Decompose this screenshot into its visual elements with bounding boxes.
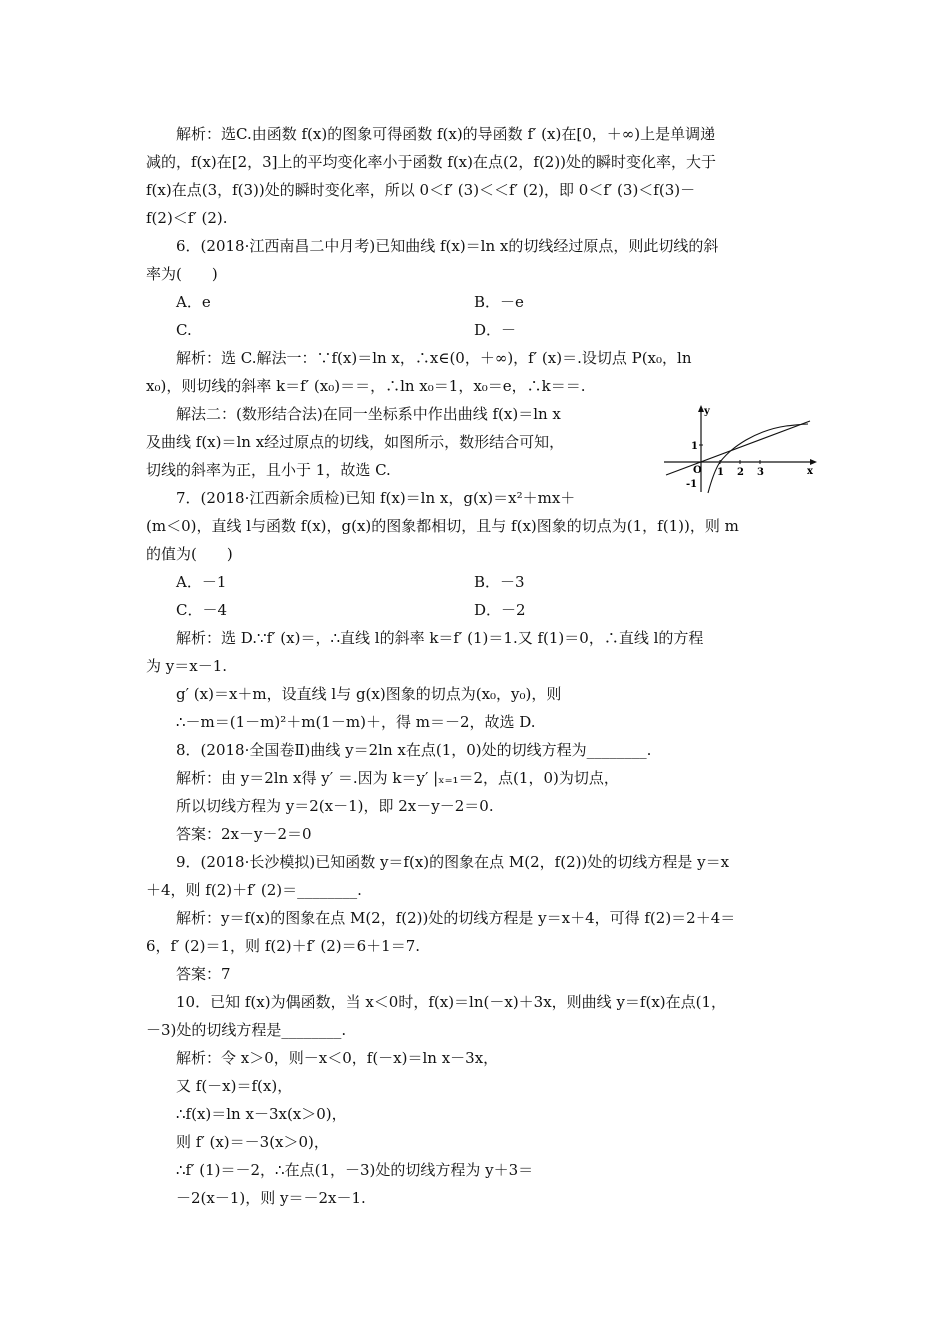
text-line: 答案：7 <box>176 965 231 983</box>
text-line: 9．(2018·长沙模拟)已知函数 y＝f(x)的图象在点 M(2，f(2))处的切线方程是 y＝x <box>176 853 730 871</box>
text-line: 切线的斜率为正，且小于 1，故选 C. <box>146 461 391 479</box>
text-line: A．e <box>176 293 211 311</box>
text-line: 解析：由 y＝2ln x得 y′ ＝.因为 k＝y′ |ₓ₌₁＝2，点(1，0)为切点， <box>176 769 619 787</box>
text-line: 解析：选 C.解法一：∵f(x)＝ln x，∴x∈(0，＋∞)，f′ (x)＝.设切点 P(x₀，ln <box>176 349 692 367</box>
text-line: 10．已知 f(x)为偶函数，当 x＜0时，f(x)＝ln(－x)＋3x，则曲线 y＝f(x)在点(1， <box>176 993 727 1011</box>
tangent-line-figure <box>660 404 818 494</box>
text-line: 解析：选 D.∵f′ (x)＝，∴直线 l的斜率 k＝f′ (1)＝1.又 f(1)＝0，∴直线 l的方程 <box>176 629 704 647</box>
text-line: x₀)，则切线的斜率 k＝f′ (x₀)＝＝，∴ln x₀＝1，x₀＝e，∴k＝＝. <box>146 377 586 395</box>
text-line: 所以切线方程为 y＝2(x－1)，即 2x－y－2＝0. <box>176 797 494 815</box>
text-line: 又 f(－x)＝f(x)， <box>176 1077 293 1095</box>
ln-x-curve <box>708 424 808 493</box>
text-line: 解析：选C.由函数 f(x)的图象可得函数 f(x)的导函数 f′ (x)在[0，＋∞)上是单调递 <box>176 125 716 143</box>
origin-label: O <box>693 465 702 476</box>
text-line: 答案：2x－y－2＝0 <box>176 825 312 843</box>
y-tick-1: 1 <box>691 441 698 452</box>
x-tick-1: 1 <box>717 467 724 478</box>
text-line: ∴f(x)＝ln x－3x(x＞0)， <box>176 1105 347 1123</box>
text-line: B．－e <box>474 293 524 311</box>
text-line: C．－4 <box>176 601 228 619</box>
text-line: ∴－m＝(1－m)²＋m(1－m)＋，得 m＝－2，故选 D. <box>176 713 536 731</box>
text-line: g′ (x)＝x＋m，设直线 l与 g(x)图象的切点为(x₀，y₀)，则 <box>176 685 562 703</box>
text-line: A．－1 <box>176 573 227 591</box>
text-line: D．－ <box>474 321 517 339</box>
text-line: ＋4，则 f(2)＋f′ (2)＝________. <box>146 881 362 899</box>
text-line: 8．(2018·全国卷Ⅱ)曲线 y＝2ln x在点(1，0)处的切线方程为________. <box>176 741 652 759</box>
text-line: 的值为( ) <box>146 545 233 563</box>
text-line: 解析：令 x＞0，则－x＜0，f(－x)＝ln x－3x， <box>176 1049 499 1067</box>
text-line: f(x)在点(3，f(3))处的瞬时变化率，所以 0＜f′ (3)＜＜f′ (2)，即 0＜f′ (3)＜f(3)－ <box>146 181 696 199</box>
y-axis-label: y <box>704 406 710 417</box>
y-tick-neg1: -1 <box>686 479 698 490</box>
x-axis-label: x <box>807 466 813 477</box>
text-line: 减的，f(x)在[2，3]上的平均变化率小于函数 f(x)在点(2，f(2))处的瞬时变化率，大于 <box>146 153 717 171</box>
text-line: C. <box>176 321 192 339</box>
text-line: (m＜0)，直线 l与函数 f(x)，g(x)的图象都相切，且与 f(x)图象的切点为(1，f(1))，则 m <box>146 517 739 535</box>
text-line: f(2)＜f′ (2). <box>146 209 228 227</box>
x-tick-3: 3 <box>757 467 764 478</box>
text-line: 解析：y＝f(x)的图象在点 M(2，f(2))处的切线方程是 y＝x＋4，可得 f(2)＝2＋4＝ <box>176 909 736 927</box>
text-line: 则 f′ (x)＝－3(x＞0)， <box>176 1133 329 1151</box>
text-line: B．－3 <box>474 573 525 591</box>
text-line: D．－2 <box>474 601 526 619</box>
text-line: 6，f′ (2)＝1，则 f(2)＋f′ (2)＝6＋1＝7. <box>146 937 420 955</box>
x-axis-arrow <box>810 459 817 465</box>
text-line: 解法二：(数形结合法)在同一坐标系中作出曲线 f(x)＝ln x <box>176 405 561 423</box>
x-tick-2: 2 <box>737 467 744 478</box>
text-line: 率为( ) <box>146 265 218 283</box>
text-line: －2(x－1)，则 y＝－2x－1. <box>176 1189 366 1207</box>
text-line: ∴f′ (1)＝－2，∴在点(1，－3)处的切线方程为 y＋3＝ <box>176 1161 534 1179</box>
text-line: 6．(2018·江西南昌二中月考)已知曲线 f(x)＝ln x的切线经过原点，则此切线的斜 <box>176 237 719 255</box>
text-line: －3)处的切线方程是________. <box>146 1021 347 1039</box>
text-line: 及曲线 f(x)＝ln x经过原点的切线，如图所示，数形结合可知， <box>146 433 565 451</box>
text-line: 为 y＝x－1. <box>146 657 228 675</box>
text-line: 7．(2018·江西新余质检)已知 f(x)＝ln x，g(x)＝x²＋mx＋ <box>176 489 576 507</box>
